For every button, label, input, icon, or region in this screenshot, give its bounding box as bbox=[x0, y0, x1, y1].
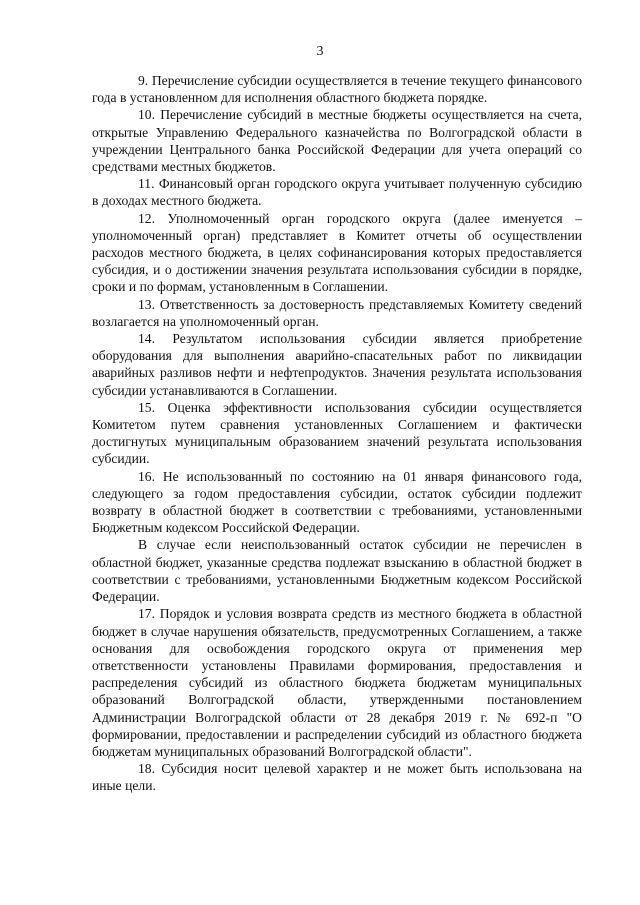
paragraph-14: 14. Результатом использования субсидии является приобретение оборудования для выполнения аварийно-спасательных работ по ликвидации аварийных разливов нефти и нефтепродуктов. Значения результата использования субсидии устанавливаются в Соглашении. bbox=[92, 331, 582, 398]
paragraph-13: 13. Ответственность за достоверность представляемых Комитету сведений возлагается на уполномоченный орган. bbox=[92, 296, 582, 329]
paragraph-18: 18. Субсидия носит целевой характер и не может быть использована на иные цели. bbox=[92, 761, 582, 794]
paragraph-9: 9. Перечисление субсидии осуществляется в течение текущего финансового года в установленном для исполнения областного бюджета порядке. bbox=[92, 73, 582, 106]
paragraph-16: 16. Не использованный по состоянию на 01 января финансового года, следующего за годом предоставления субсидии, остаток субсидии подлежит возврату в областной бюджет в соответствии с требованиями, установленными Бюджетным кодексом Российской Федерации. bbox=[92, 468, 582, 536]
paragraph-12: 12. Уполномоченный орган городского округа (далее именуется – уполномоченный орган) представляет в Комитет отчеты об осуществлении расходов местного бюджета, в целях софинансирования которых предоставляется субсидия, и о достижении значения результата использования субсидии в порядке, сроки и по формам, установленным в Соглашении. bbox=[92, 210, 582, 295]
paragraph-17: 17. Порядок и условия возврата средств из местного бюджета в областной бюджет в случае нарушения обязательств, предусмотренных Соглашением, а также основания для освобождения городского округа от применения мер ответственности установлены Правилами формирования, предоставления и распределения субсидий из областного бюджета бюджетам муниципальных образований Волгоградской области, утвержденными постановлением Администрации Волгоградской области от 28 декабря 2019 г. № 692-п "О формировании, предоставлении и распределении субсидий из областного бюджета бюджетам муниципальных образований Волгоградской области". bbox=[92, 606, 582, 759]
paragraph-16-continued: В случае если неиспользованный остаток субсидии не перечислен в областной бюджет, указанные средства подлежат взысканию в областной бюджет в соответствии с требованиями, установленными Бюджетным кодексом Российской Федерации. bbox=[92, 537, 582, 605]
paragraph-11: 11. Финансовый орган городского округа учитывает полученную субсидию в доходах местного бюджета. bbox=[92, 176, 582, 209]
paragraph-10: 10. Перечисление субсидий в местные бюджеты осуществляется на счета, открытые Управлению Федерального казначейства по Волгоградской области в учреждении Центрального банка Российской Федерации для учета операций со средствами местных бюджетов. bbox=[92, 107, 582, 175]
page-number: 3 bbox=[316, 44, 324, 59]
document-body bbox=[92, 72, 582, 795]
paragraph-15: 15. Оценка эффективности использования субсидии осуществляется Комитетом путем сравнения установленных Соглашением и фактически достигнутых муниципальным образованием значений результата использования субсидии. bbox=[92, 399, 582, 467]
